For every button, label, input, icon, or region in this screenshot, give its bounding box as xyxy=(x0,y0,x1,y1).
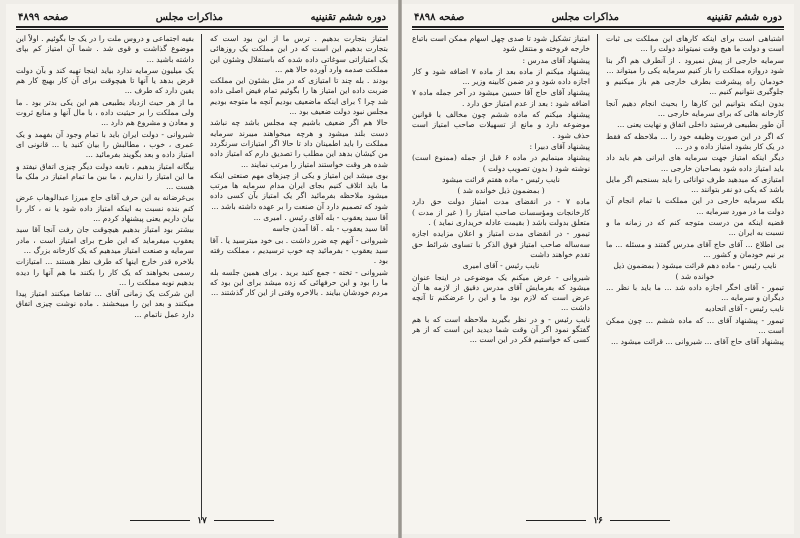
paragraph: خودمان راه پیشرفت بطرف خارجی هم باز میکنیم و جلوگیری نتوانیم کنیم ... xyxy=(606,77,784,97)
paragraph: نایب رئیس - ماده دهم قرائت میشود ( بمضمون ذیل خوانده شد ) xyxy=(613,261,777,281)
paragraph: بیگانه امتیاز بدهیم ، تابعه دولت دیگر چیزی اتفاق نیفتد و ما این امتیاز را نداریم ، ما بین ما تمام امتیاز در ملک ما هست ... xyxy=(16,161,194,192)
footer-rule xyxy=(610,520,670,521)
paragraph: پیشنهاد آقای حاج آقا حسین میشود در آخر جمله ماده ۷ اضافه شود : بعد از عدم امتیاز حق دارد . xyxy=(412,88,590,108)
paragraph: تیمور - در انقضای مدت امتیاز و اعلان مزایده اجازه سه‌ساله صاحب امتیاز فوق الذکر با تساوی شرائط حق تقدم خواهند داشت xyxy=(412,229,590,259)
paragraph: سرمایه خارجی از پیش نمیرود . از آنطرف هم اگر بنا شود دروازه مملکت را باز کنیم سرمایه یکی را میتواند ... xyxy=(606,55,784,75)
footer-rule xyxy=(214,520,274,521)
left-page xyxy=(6,4,398,534)
paragraph: پیشنهاد آقای حاج آقای ... شیروانی ... قرائت میشود ... xyxy=(610,337,784,347)
paragraph: بلکه سرمایه خارجی در این مملکت با تمام انجام آن دولت ما در مورد سرمایه ... xyxy=(606,196,784,216)
paragraph: پیشنهاد میکنم که ماده ششم چون مخالف با قوانین موضوعه دارد و مانع از تسهیلات صاحب امتیاز است حذف شود . xyxy=(412,110,590,140)
paragraph: پیشنهاد آقای دبیرا : xyxy=(529,141,590,151)
paragraph: امتیازی که میدهید طرف توانائی را باید بسنجیم اگر مایل باشد که یکی دو نفر بتوانند ... xyxy=(606,174,784,195)
paragraph: یک میلیون سرمایه ندارد بیاید اینجا تهیه کند و بآن دولت قرض بدهد یا آنها تا هیچوقت برای آن کار بهیچ کار هم یقین دارد که طرف ... xyxy=(16,65,194,96)
paragraph: پیشنهاد مینمایم در ماده ۶ قبل از جمله (ممنوع است) نوشته شود ( بدون تصویب دولت ) xyxy=(412,153,590,173)
paragraph: شیروانی - عرض میکنم یک موضوعی در اینجا عنوان میشود که بفرمایش آقای مدرس دقیق از لازمه ها آن عرض است که لازم بود ما و این را عرضکنم تا آنچه داشت ... xyxy=(412,272,590,313)
paragraph: بی‌غرضانه به این حرف آقای حاج میرزا عبدالوهاب عرض کنم بنده نسبت به اینکه امتیاز داده شود یا نه ، کار را بیان داریم یعنی پیشنهاد کردم ... xyxy=(16,193,194,224)
right-column-left xyxy=(412,34,590,520)
paragraph: بدون اینکه بتوانیم این کارها را بحیث انجام دهیم آنجا کارخانه هائی که برای سرمایه خارجی ... xyxy=(606,98,784,119)
paragraph: بقیه اجتماعی و دروس ملت را در یک جا بگوئیم . اولاً این موضوع گذاشت و قوی شد . شما آن امتیاز کم بپای داشته باشید ... xyxy=(16,34,194,64)
paragraph: بلاخره قدر خارج اینها که طرف نظر هستند ... امتیازات رسمی بخواهند که یک کار را بکنند ما هم آنها را دیده بدهیم نوبه مملکت را ... xyxy=(16,257,194,287)
paragraph: ( بمضمون ذیل خوانده شد ) xyxy=(457,186,545,196)
paragraph: این شرکت یک زمانی آقای ... تقاضا میکنند امتیاز پیدا میکنند و بعد این را میبخشند . ماده نوشت چیزی اتفاق دارد عمل ناتمام ... xyxy=(16,289,194,319)
left-running-head xyxy=(16,10,388,24)
left-journal-title: مذاکرات مجلس xyxy=(155,11,224,23)
paragraph: پیشنهاد میکنم از ماده بعد از ماده ۷ اضافه شود و کار اجازه داده شود و در ضمن کابینه وزیر ... xyxy=(412,66,590,87)
left-columns xyxy=(16,34,388,520)
paragraph: ماده ۷ - در انقضای مدت امتیاز دولت حق دارد کارخانجات ومؤسسات صاحب امتیاز را ( غیر از مدت ) متعلق بدولت باشد ( بقیمت عادله خریداری نماید ) . xyxy=(412,197,590,228)
right-page-footer xyxy=(402,516,794,526)
paragraph: آقا سید یعقوب - بله آقای رئیس . امیری ... xyxy=(253,213,388,223)
left-session-label: دوره ششم تقنينيه xyxy=(310,11,386,23)
left-column-left xyxy=(16,34,194,520)
paragraph: نایب رئیس - آقای امیری xyxy=(462,261,540,271)
paragraph: حالا هم اگر ضعیف باشیم چه مجلس باشد چه نباشد دست بلند میشود و هرچه میخواهند میبرند سرمایه مملکت را باید اطمینان داد تا حالا اگر امتیازات سرنگردد من کیشان بدهد این مطلب را تصدیق دارم که امتیاز داده شده هر وقت خواستند امتیاز را مرتب نمایند ... xyxy=(210,118,388,169)
right-column-divider xyxy=(597,34,598,520)
paragraph: بودند . بله چند تا امتیازی که در مثل بشئون این مملکت ضربت داده این امتیاز ها را بگوئیم تمام فیض اصلی داده شد چرا ؟ برای اینکه ماضعیف بودیم آنچه ما متوجه بودیم مجلس نبود دولت ضعیف بود ... xyxy=(210,76,388,117)
paragraph: بیشتر بود امتیاز بدهیم هیچوقت جان رفت آنجا آقا سید یعقوب میفرماید که این طرح برای امتیاز است ، مادر سرمایه و صنعت امتیاز میدهیم که یک کارخانه بزرگ ... xyxy=(16,225,194,255)
footer-rule xyxy=(526,520,586,521)
paragraph: شیروانی - دولت ایران باید با تمام وجود آن بفهمد و یک عمری ، خوب ، مطالبش را بیان کنید یا ... قانونی ای امتیاز داده و بعد بگویند بفرمائید ... xyxy=(16,129,194,160)
paragraph: ما از هر حیث ازدیاد بطبیعی هم این یکی بدتر بود . ما ولی مملکت را بر حیثیت داده ، با مال آنها و منابع ثروت و معادن و مشروع هم دارد ... xyxy=(16,97,194,128)
left-column-divider xyxy=(201,34,202,520)
paragraph: نایب رئیس - آقای اتحادیه xyxy=(705,304,784,314)
paragraph: آقا سید یعقوب - بله . آقا آمدن جاسه xyxy=(272,224,388,234)
paragraph: امتیاز تشکیل شود تا صدی چهل اسهام ممکن است باتباع خارجه فروخته و منتقل شود xyxy=(412,34,590,54)
paragraph: نایب رئیس - ماده هفتم قرائت میشود xyxy=(442,174,560,184)
paragraph: بی اطلاع ... آقای حاج آقای مدرس گفتند و مسئله ... ما بر نیم خودمان و کشور ... xyxy=(606,239,784,259)
paragraph: تیمور - پیشنهاد آقای ... که ماده ششم ... چون ممکن است ... xyxy=(606,315,784,336)
right-page-number: ۱۶ xyxy=(593,516,603,526)
right-page-label: صفحه ۴۸۹۸ xyxy=(414,11,465,23)
paragraph: تیمور - آقای اخگر اجازه داده شد ... ما باید با نظر ... دیگران و سرمایه ... xyxy=(606,282,784,303)
paragraph: اشتباهی است برای اینکه کارهای این مملکت بی ثبات است و دولت ما هیچ وقت نمیتواند دولت را ... xyxy=(606,34,784,54)
paragraph: قضیه اینکه من درست متوجه کنم که در زمانه ما و نسبت به ایران ... xyxy=(606,218,784,238)
paragraph: امتیاز بتجارت بدهیم . ترس ما از این بود است که بتجارت بدهیم این است که در این مملکت یک روزهائی یک امتیازاتی سوغاتی داده شده که باستقلال وشئون این مملکت صدمه وارد آورده حالا هم ... xyxy=(210,34,388,74)
footer-rule xyxy=(130,520,190,521)
left-page-label: صفحه ۴۸۹۹ xyxy=(18,11,69,23)
paragraph: شیروانی - آنهم چه ضرر داشت . بی خود میترسید یا . آقا سید یعقوب - بفرمائید چه خوب ترسیدیم ، مملکت رفته بود . xyxy=(210,235,388,266)
right-header-rule xyxy=(412,26,784,30)
paragraph: پیشنهاد آقای مدرس : xyxy=(522,55,590,65)
right-session-label: دوره ششم تقنينيه xyxy=(706,11,782,23)
paragraph: نایب رئیس - و در نظر بگیرید ملاحظه است که با هم گفتگو نمود اگر آن وقت شما دیدید این است که از هر کسی که خواستیم فکر در این است ... xyxy=(412,314,590,345)
left-header-rule xyxy=(16,26,388,30)
right-column-right xyxy=(606,34,784,520)
left-page-footer xyxy=(6,516,398,526)
right-page xyxy=(402,4,794,534)
right-journal-title: مذاکرات مجلس xyxy=(551,11,620,23)
paragraph: شیروانی - تخته - جمع کنید برید . برای همین جلسه بله ما را بود و این حرفهائی که زده میشد برای این بود که مردم خودشان بیایند . بالاخره وقتی از این کار گذشتند ... xyxy=(210,267,388,298)
right-running-head xyxy=(412,10,784,24)
paragraph: دیگر اینکه امتیاز جهت سرمایه های ایرانی هم باید داد باید امتیاز داده شود بصاحبان خارجی ... xyxy=(606,153,784,173)
paragraph: بوی میشد این امتیاز و یکی از چیزهای مهم صنعتی اینکه ما باید اتلاف کنیم بجای ایران مدام سرمایه ها مرتب میشود ملاحظه بفرمائید اگر یک امتیاز بآن کسی داده شود که تصمیم دارد آن صنعت را بر عهده داشته باشد ... xyxy=(210,170,388,211)
paragraph: که اگر در این صورت وظیفه خود را ... ملاحظه که فقط در یک کار بشود امتیاز داده و در ... xyxy=(606,131,784,151)
left-page-number: ۱۷ xyxy=(197,516,207,526)
left-column-right xyxy=(210,34,388,520)
paragraph: آن طور بطبیعی فرستید داخلی اتفاق و نهایت یعنی ... xyxy=(617,120,784,130)
right-columns xyxy=(412,34,784,520)
book-gutter xyxy=(398,0,402,538)
